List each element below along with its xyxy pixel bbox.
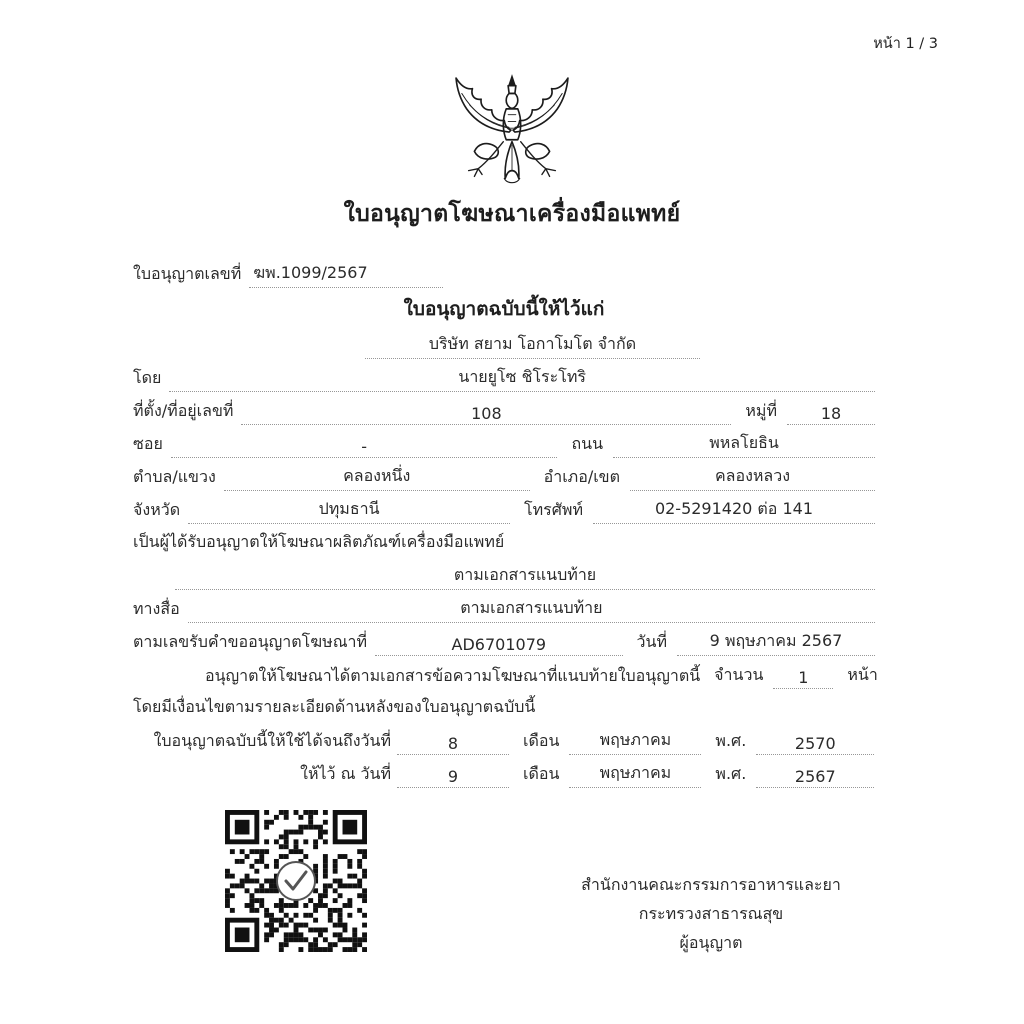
footer-section — [0, 810, 1024, 957]
attachment-row — [133, 557, 875, 590]
valid-until-year: 2570 — [756, 734, 874, 755]
by-label: โดย — [133, 368, 162, 387]
licensee-statement: เป็นผู้ได้รับอนุญาตให้โฆษณาผลิตภัณฑ์เครื่องมือแพทย์ — [133, 532, 505, 551]
license-body — [133, 255, 878, 788]
issued-on-month-label: เดือน — [523, 764, 560, 783]
license-number-label: ใบอนุญาตเลขที่ — [133, 264, 242, 283]
valid-until-month: พฤษภาคม — [569, 728, 701, 755]
document-title: ใบอนุญาตโฆษณาเครื่องมือแพทย์ — [343, 201, 681, 227]
moo-value: 18 — [787, 404, 875, 425]
media-value: ตามเอกสารแนบท้าย — [188, 596, 875, 623]
by-row — [133, 359, 875, 392]
issued-on-year: 2567 — [756, 767, 874, 788]
ministry-name: กระทรวงสาธารณสุข — [638, 904, 784, 923]
fda-check-logo — [277, 862, 315, 900]
valid-until-era-label: พ.ศ. — [715, 731, 747, 750]
valid-until-month-label: เดือน — [523, 731, 560, 750]
signer-title: ผู้อนุญาต — [679, 933, 743, 952]
license-number-value: ฆพ.1099/2567 — [249, 261, 443, 288]
permission-statement: อนุญาตให้โฆษณาได้ตามเอกสารข้อความโฆษณาที่แนบท้ายใบอนุญาตนี้ — [205, 666, 701, 685]
garuda-emblem-icon — [430, 70, 594, 196]
road-value: พหลโยธิน — [613, 431, 875, 458]
issued-on-month: พฤษภาคม — [569, 761, 701, 788]
issued-on-day: 9 — [397, 767, 509, 788]
request-date-label: วันที่ — [636, 632, 667, 651]
media-row — [133, 590, 875, 623]
district-value: คลองหลวง — [630, 464, 875, 491]
district-label: อำเภอ/เขต — [543, 467, 620, 486]
media-label: ทางสื่อ — [133, 599, 180, 618]
phone-label: โทรศัพท์ — [524, 500, 583, 519]
soi-value: - — [171, 437, 558, 458]
soi-label: ซอย — [133, 434, 163, 453]
address-number-label: ที่ตั้ง/ที่อยู่เลขที่ — [133, 401, 234, 420]
subdistrict-label: ตำบล/แขวง — [133, 467, 216, 486]
attachment-value: ตามเอกสารแนบท้าย — [175, 563, 875, 590]
company-name-value: บริษัท สยาม โอกาโมโต จำกัด — [365, 332, 700, 359]
road-label: ถนน — [571, 434, 603, 453]
subdistrict-district-row — [133, 458, 875, 491]
province-label: จังหวัด — [133, 500, 181, 519]
issued-on-row — [133, 755, 875, 788]
page-count-unit: หน้า — [847, 665, 878, 684]
issued-to-heading: ใบอนุญาตฉบับนี้ให้ไว้แก่ — [403, 298, 605, 320]
company-row — [133, 326, 875, 359]
subdistrict-value: คลองหนึ่ง — [224, 464, 530, 491]
request-number-row — [133, 623, 875, 656]
issued-on-label: ให้ไว้ ณ วันที่ — [300, 764, 391, 783]
signature-block — [543, 810, 879, 957]
phone-value: 02-5291420 ต่อ 141 — [593, 497, 875, 524]
license-number-row — [133, 255, 875, 288]
request-number-label: ตามเลขรับคำขออนุญาตโฆษณาที่ — [133, 632, 368, 651]
province-phone-row — [133, 491, 875, 524]
address-number-value: 108 — [241, 404, 731, 425]
address-row — [133, 392, 875, 425]
soi-road-row — [133, 425, 875, 458]
condition-statement: โดยมีเงื่อนไขตามรายละเอียดด้านหลังของใบอนุญาตฉบับนี้ — [133, 697, 536, 716]
by-value: นายยูโซ ชิโระโทริ — [169, 365, 875, 392]
valid-until-row — [133, 722, 875, 755]
request-date-value: 9 พฤษภาคม 2567 — [677, 629, 875, 656]
request-number-value: AD6701079 — [375, 635, 622, 656]
issued-on-era-label: พ.ศ. — [715, 764, 747, 783]
page-count-value: 1 — [773, 668, 833, 689]
valid-until-label: ใบอนุญาตฉบับนี้ให้ใช้ได้จนถึงวันที่ — [153, 731, 391, 750]
page-count-label: จำนวน — [714, 665, 764, 684]
page-indicator: หน้า 1 / 3 — [873, 36, 938, 52]
permission-row — [133, 656, 878, 689]
valid-until-day: 8 — [397, 734, 509, 755]
qr-code — [225, 810, 367, 952]
agency-name: สำนักงานคณะกรรมการอาหารและยา — [581, 875, 841, 894]
province-value: ปทุมธานี — [188, 497, 510, 524]
moo-label: หมู่ที่ — [745, 401, 777, 420]
